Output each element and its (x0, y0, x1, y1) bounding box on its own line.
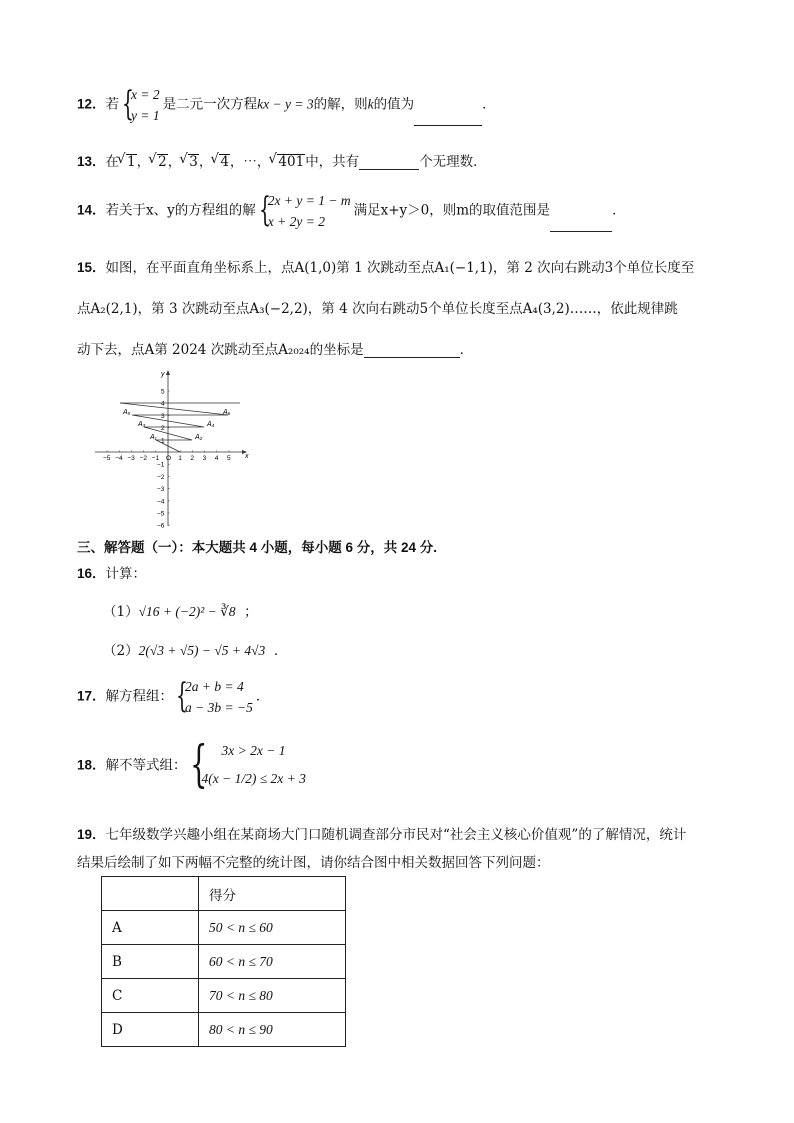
text: 满足x+y＞0，则m的取值范围是 (353, 202, 551, 219)
table-cell: B (102, 945, 199, 979)
question-15-line-1 (77, 256, 694, 276)
table-cell: C (102, 979, 199, 1013)
y-tick-label: 5 (161, 388, 165, 396)
text: 如图，在平面直角坐标系上，点A(1,0)第 1 次跳动至点A₁(−1,1)，第 2 次向右跳动3个单位长度至 (105, 260, 695, 276)
y-tick-label: −4 (157, 498, 165, 506)
equation: x + 2y = 2 (267, 214, 325, 229)
question-16 (77, 562, 146, 582)
inequality: 3x > 2x − 1 (221, 743, 286, 758)
point-label-a1: A₁ (150, 434, 157, 441)
x-axis-label: x (245, 453, 249, 460)
table-row (102, 979, 346, 1013)
text: 解不等式组： (105, 757, 187, 774)
radical: √ 4 (219, 154, 230, 170)
equation-system: { x = 2 y = 1 (122, 84, 160, 124)
y-tick-label: −3 (157, 486, 165, 494)
text: 若关于x、y的方程组的解 (105, 202, 256, 219)
text: 七年级数学兴趣小组在某商场大门口随机调查部分市民对“社会主义核心价值观”的了解情况，统计 (105, 827, 687, 843)
text: 点A₂(2,1)，第 3 次跳动至点A₃(−2,2)，第 4 次向右跳动5个单位长度至点A₄(3,2)……，依此规律跳 (77, 301, 678, 317)
table-header-cell (102, 877, 199, 911)
table-header-cell: 得分 (199, 877, 346, 911)
question-19-line-1 (77, 823, 686, 843)
equation: 2a + b = 4 (185, 679, 244, 694)
part-label: （1） (103, 604, 139, 620)
text: 结果后绘制了如下两幅不完整的统计图，请你结合图中相关数据回答下列问题： (77, 855, 550, 871)
radical: √ 2 (157, 154, 168, 170)
equation: 2x + y = 1 − m (267, 193, 351, 208)
table-cell: 50 < n ≤ 60 (199, 911, 346, 945)
section-heading: 三、解答题（一）：本大题共 4 小题，每小题 6 分，共 24 分. (77, 540, 438, 555)
answer-blank[interactable] (414, 111, 482, 126)
text: 若 (105, 96, 120, 113)
x-tick-label: O (166, 455, 172, 462)
answer-blank[interactable] (550, 217, 612, 232)
table-cell: 80 < n ≤ 90 (199, 1013, 346, 1047)
x-tick-label: −5 (103, 455, 111, 462)
text: ． (459, 342, 474, 358)
text: ． (273, 643, 288, 659)
table-cell: 60 < n ≤ 70 (199, 945, 346, 979)
y-tick-label: 3 (161, 412, 165, 420)
y-axis-arrow (166, 370, 170, 375)
x-tick-label: −2 (139, 455, 148, 462)
text: 在 (105, 154, 120, 170)
radical: √ 1 (126, 154, 137, 170)
question-number: 12． (77, 96, 106, 112)
question-number: 14． (77, 202, 106, 218)
question-16-part-1 (103, 600, 258, 620)
inequality: 4(x − 1/2) ≤ 2x + 3 (201, 771, 306, 786)
table-row (102, 1013, 346, 1047)
text: 个无理数． (419, 154, 487, 170)
question-18 (77, 735, 309, 794)
answer-blank[interactable] (359, 155, 419, 170)
y-axis-label: y (161, 371, 165, 378)
question-12 (77, 84, 496, 126)
question-13: 13．在√ 1，√ 2，√ 3，√ 4，⋯，√ 401中，共有 个无理数． (77, 150, 487, 170)
text: 动下去，点A第 2024 次跳动至点A₂₀₂₄的坐标是 (77, 342, 364, 358)
text: 的值为 (373, 96, 415, 113)
x-tick-label: 2 (190, 455, 195, 462)
text: ，⋯， (229, 154, 271, 170)
question-number: 18． (77, 757, 106, 773)
y-tick-label: 1 (161, 437, 165, 445)
question-number: 15． (77, 260, 106, 275)
x-tick-label: 4 (214, 455, 219, 462)
table-cell: 70 < n ≤ 80 (199, 979, 346, 1013)
text: 是二元一次方程 (162, 96, 258, 113)
x-tick-label: 5 (227, 455, 231, 462)
inequality-system: { 3x > 2x − 1 4(x − 1/2) ≤ 2x + 3 (189, 735, 306, 793)
x-tick-label: 3 (202, 455, 207, 462)
expression: 2(√3 + √5) − √5 + 4√3 (138, 643, 266, 658)
x-tick-label: −4 (115, 455, 123, 462)
table-row (102, 911, 346, 945)
y-tick-label: −1 (157, 461, 165, 469)
text: ． (255, 688, 270, 705)
point-label-a5: A₅ (123, 409, 131, 416)
question-17 (77, 676, 269, 718)
point-label-a2: A₂ (195, 434, 203, 441)
question-14 (77, 190, 626, 232)
question-number: 13． (77, 154, 106, 169)
text: ． (482, 96, 496, 113)
radical: √ 3 (188, 154, 199, 170)
question-number: 17． (77, 688, 106, 704)
text: ； (244, 604, 258, 620)
point-label-a3: A₃ (138, 421, 146, 428)
equation: x = 2 (131, 87, 160, 102)
question-number: 16． (77, 566, 106, 581)
text: 解方程组： (105, 688, 174, 705)
question-number: 19． (77, 827, 106, 842)
equation-system: { 2a + b = 4 a − 3b = −5 (176, 676, 253, 716)
point-label-a6: A₆ (223, 409, 231, 416)
table-header-row (102, 877, 346, 911)
y-tick-label: 4 (161, 400, 165, 408)
equation: a − 3b = −5 (185, 700, 253, 715)
y-tick-label: 2 (161, 425, 165, 433)
text: 中，共有 (305, 154, 360, 170)
text: 计算： (105, 566, 147, 582)
expression: √16 + (−2)² − ∛8 (138, 604, 236, 619)
part-label: （2） (103, 643, 139, 659)
table-cell: D (102, 1013, 199, 1047)
point-label-a4: A₄ (207, 421, 215, 428)
coordinate-graph (95, 366, 255, 528)
text: ． (612, 202, 626, 219)
x-tick-label: −1 (151, 455, 160, 462)
question-15-line-2 (77, 297, 678, 317)
jump-path (120, 400, 228, 415)
radical: √ 401 (277, 154, 305, 170)
text: 的解，则 (313, 96, 368, 113)
y-tick-label: −5 (157, 510, 165, 518)
equation: kx − y = 3 (257, 96, 314, 112)
x-tick-label: 1 (178, 455, 182, 462)
question-15-line-3 (77, 338, 473, 358)
answer-blank[interactable] (364, 343, 460, 358)
equation-system: { 2x + y = 1 − m x + 2y = 2 (258, 190, 351, 230)
y-tick-label: −2 (157, 473, 165, 481)
variable: k (367, 96, 374, 112)
equation: y = 1 (131, 108, 160, 123)
question-19-line-2 (77, 851, 550, 871)
table-row (102, 945, 346, 979)
score-table (101, 876, 346, 1047)
y-tick-label: −6 (157, 522, 165, 528)
question-16-part-2 (103, 639, 287, 659)
x-tick-label: −3 (127, 455, 135, 462)
table-cell: A (102, 911, 199, 945)
